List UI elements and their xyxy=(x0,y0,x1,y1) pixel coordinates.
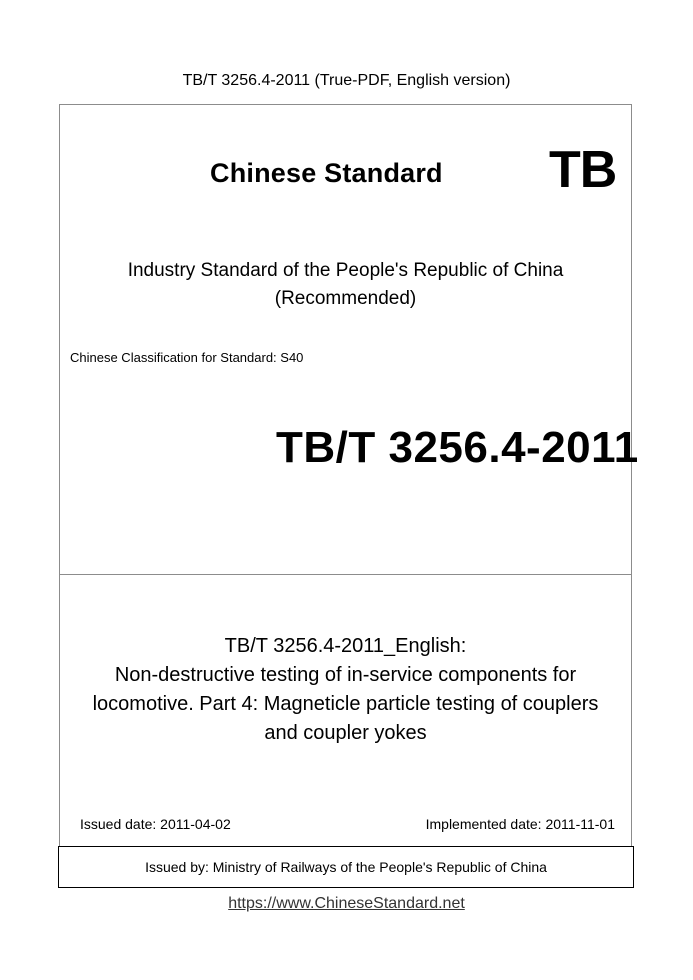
industry-statement xyxy=(59,257,632,313)
website-link[interactable]: https://www.ChineseStandard.net xyxy=(228,895,465,912)
standard-code: TB/T 3256.4-2011 xyxy=(276,423,639,472)
standard-label: Chinese Standard xyxy=(210,158,443,188)
issuer-box xyxy=(58,846,634,888)
issuer-text: Issued by: Ministry of Railways of the People's Republic of China xyxy=(145,859,547,875)
implemented-date: Implemented date: 2011-11-01 xyxy=(425,816,615,832)
page-header: TB/T 3256.4-2011 (True-PDF, English version) xyxy=(182,72,511,89)
issued-date: Issued date: 2011-04-02 xyxy=(80,816,231,832)
classification: Chinese Classification for Standard: S40 xyxy=(70,350,304,365)
title-line-1: TB/T 3256.4-2011_English: xyxy=(224,635,467,657)
industry-line-1: Industry Standard of the People's Republic of China xyxy=(127,260,564,281)
tb-mark: TB xyxy=(549,141,617,199)
document-title xyxy=(59,632,632,748)
title-line-4: and coupler yokes xyxy=(264,722,427,744)
title-line-3: locomotive. Part 4: Magneticle particle testing of couplers xyxy=(92,693,599,715)
title-line-2: Non-destructive testing of in-service components for xyxy=(114,664,577,686)
industry-line-2: (Recommended) xyxy=(274,288,417,309)
